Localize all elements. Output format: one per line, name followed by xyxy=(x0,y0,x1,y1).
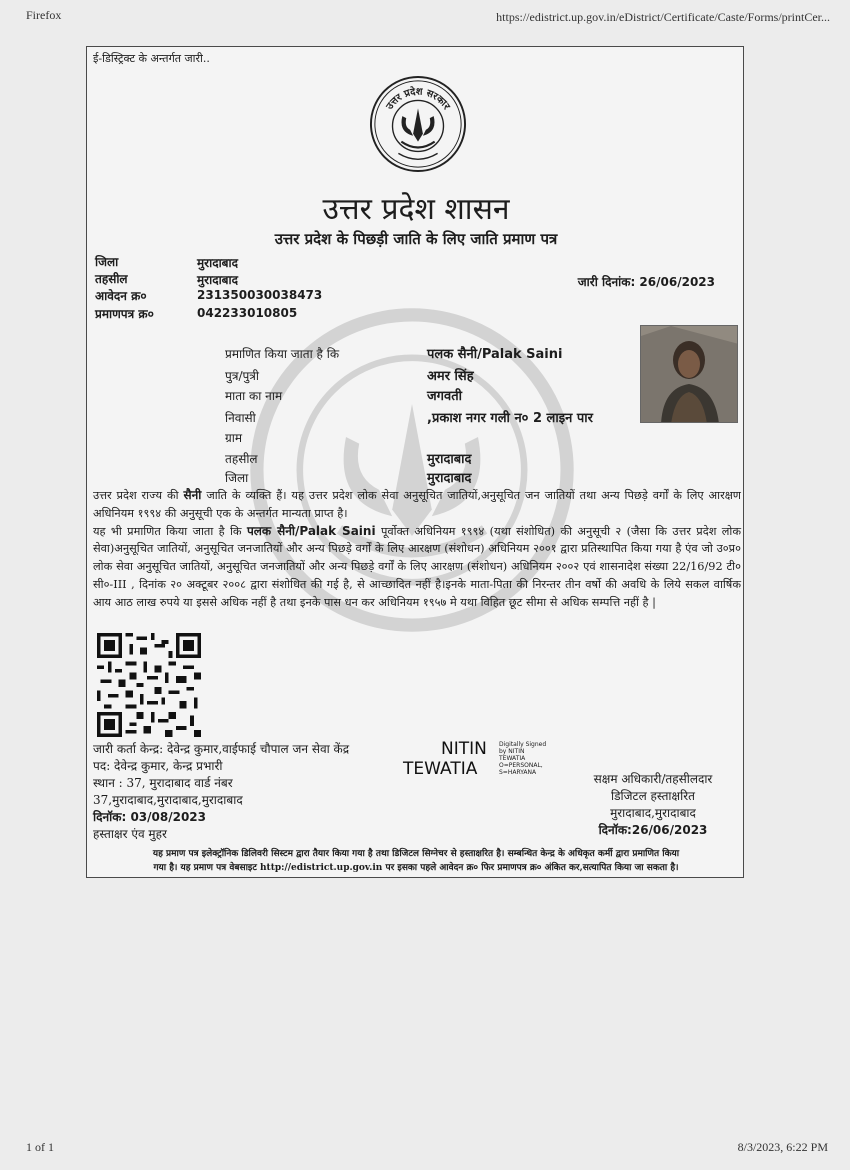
print-header xyxy=(0,0,850,30)
issuing-authority xyxy=(563,771,743,839)
applicant-photo xyxy=(640,325,738,423)
svg-text:उत्तर प्रदेश सरकार: उत्तर प्रदेश सरकार xyxy=(384,86,452,112)
verification-note-line-2: गया है। यह प्रमाण पत्र वेबसाइट http://edistrict.up.gov.in पर इसका पहले आवेदन क्र० फिर प्रमाणपत्र क्र० अंकित कर,सत्यापित किया जा सकता है। xyxy=(153,863,679,873)
certified-label: प्रमाणित किया जाता है कि xyxy=(225,347,340,361)
certificate-number-label: प्रमाणपत्र क्र० xyxy=(95,307,154,321)
body-p1-end: जाति के व्यक्ति हैं। यह उत्तर प्रदेश लोक सेवा अनुसूचित जातियों,अनुसूचित जन जातियों तथा अन्य पिछड़े वर्गों के लिए आरक्षण अधिनियम १९९४ की अनुसूची एक के अन्तर्गत मान्यता प्राप्त है। xyxy=(93,489,741,520)
caste-name: सैनी xyxy=(183,488,202,502)
issued-under-text: ई-डिस्ट्रिक्ट के अन्तर्गत जारी.. xyxy=(93,52,210,65)
applicant-name: पलक सैनी/Palak Saini xyxy=(427,347,563,362)
issuer-post: पद: देवेन्द्र कुमार, केन्द्र प्रभारी xyxy=(93,759,223,773)
field-district-label: जिला xyxy=(225,471,249,485)
signature-line-3: TEWATIA xyxy=(499,755,526,762)
field-tehsil-value: मुरादाबाद xyxy=(427,452,472,467)
person-photo-icon xyxy=(641,326,738,423)
issuer-place-line-1: स्थान : 37, मुरादाबाद वार्ड नंबर xyxy=(93,776,233,790)
application-number-value: 231350030038473 xyxy=(197,288,323,302)
mother-name: जगवती xyxy=(427,389,462,404)
body-paragraph-2 xyxy=(93,523,741,612)
issuing-centre: जारी कर्ता केन्द्र: देवेन्द्र कुमार,वाईफाई चौपाल जन सेवा केंद्र xyxy=(93,742,350,756)
signature-line-2: by NITIN xyxy=(499,748,525,755)
tehsil-value: मुरादाबाद xyxy=(197,273,239,287)
print-datetime: 8/3/2023, 6:22 PM xyxy=(737,1140,828,1154)
print-footer xyxy=(0,1136,850,1166)
child-of-label: पुत्र/पुत्री xyxy=(225,369,260,383)
resident-label: निवासी xyxy=(225,411,256,425)
page-count: 1 of 1 xyxy=(26,1140,54,1154)
father-name: अमर सिंह xyxy=(427,369,474,384)
authority-place: मुरादाबाद,मुरादाबाद xyxy=(610,806,696,820)
field-district-value: मुरादाबाद xyxy=(427,471,472,486)
qr-code-icon xyxy=(97,633,201,737)
body-applicant-name: पलक सैनी/Palak Saini xyxy=(246,523,376,538)
certificate-title: उत्तर प्रदेश के पिछड़ी जाति के लिए जाति प्रमाण पत्र xyxy=(274,230,558,248)
signer-name-line-2: TEWATIA xyxy=(403,759,478,779)
issuer-date: दिनॉक: 03/08/2023 xyxy=(93,810,207,824)
verification-note xyxy=(91,847,741,875)
issue-date: जारी दिनांक: 26/06/2023 xyxy=(577,275,715,289)
village-label: ग्राम xyxy=(225,431,243,445)
body-p2-start: यह भी प्रमाणित किया जाता है कि xyxy=(93,524,242,538)
verification-note-line-1: यह प्रमाण पत्र इलेक्ट्रॉनिक डिलिवरी सिस्टम द्वारा तैयार किया गया है तथा डिजिटल सिग्नेचर से हस्ताक्षरित है। सम्बन्धित केन्द्र के अधिकृत कर्मी द्वारा प्रमाणित किया xyxy=(152,849,680,859)
signer-name-line-1: NITIN xyxy=(441,739,487,759)
address-value: ,प्रकाश नगर गली न० 2 लाइन पार xyxy=(427,411,593,426)
page-url: https://edistrict.up.gov.in/eDistrict/Certificate/Caste/Forms/printCer... xyxy=(496,10,830,24)
certificate-body xyxy=(93,487,741,612)
field-tehsil-label: तहसील xyxy=(225,452,258,466)
body-p1-start: उत्तर प्रदेश राज्य की xyxy=(93,489,179,502)
state-emblem-icon xyxy=(369,75,467,173)
signature-line-5: S=HARYANA xyxy=(499,769,537,776)
application-number-label: आवेदन क्र० xyxy=(95,289,147,303)
sign-and-seal-label: हस्ताक्षर एंव मुहर xyxy=(93,827,167,841)
authority-date: दिनॉक:26/06/2023 xyxy=(598,823,708,837)
signature-line-1: Digitally Signed xyxy=(499,741,547,748)
body-paragraph-1 xyxy=(93,487,741,523)
caste-certificate xyxy=(86,46,744,878)
authority-digital-sign: डिजिटल हस्ताक्षरित xyxy=(611,789,695,803)
issuer-details xyxy=(93,741,349,843)
body-p2-end: पूर्वोक्त अधिनियम १९९४ (यथा संशोधित) की अनुसूची २ (जैसा कि उत्तर प्रदेश लोक सेवा)अनुसूचित जातियों, अनुसूचित जनजातियों और अन्य पिछड़े वर्गों के लिए आरक्षण (संशोधन) अधिनियम २००१ द्वारा प्रतिस्थापित किया गया है एंव जो उ०प्र० लोक सेवा अनुसूचित जातियों, अनुसूचित जनजातियों और अन्य पिछड़े वर्गों के लिए आरक्षण (संशोधन) अधिनियम २००२ एवं शासनादेश संख्या 22/16/92 टी० सी०-III , दिनांक २० अक्टूबर २००८ द्वारा संशोधित की गई है, से आच्छादित नहीं है।इनके माता-पिता की निरन्तर तीन वर्षो की अवधि के लिये सकल वार्षिक आय आठ लाख रुपये या इससे अधिक नहीं है तथा इनके पास धन कर अधिनियम १९५७ मे यथा विहित छूट सीमा से अधिक सम्पत्ति नहीं है | xyxy=(93,524,742,609)
district-value: मुरादाबाद xyxy=(197,256,239,270)
certificate-number-value: 042233010805 xyxy=(197,306,298,320)
government-title: उत्तर प्रदेश शासन xyxy=(322,192,510,227)
tehsil-label: तहसील xyxy=(95,272,128,286)
browser-name: Firefox xyxy=(26,8,62,22)
signature-line-4: O=PERSONAL, xyxy=(499,762,543,769)
authority-title: सक्षम अधिकारी/तहसीलदार xyxy=(593,772,713,786)
mother-name-label: माता का नाम xyxy=(225,389,283,403)
district-label: जिला xyxy=(95,255,119,269)
issuer-place-line-2: 37,मुरादाबाद,मुरादाबाद,मुरादाबाद xyxy=(93,793,243,807)
